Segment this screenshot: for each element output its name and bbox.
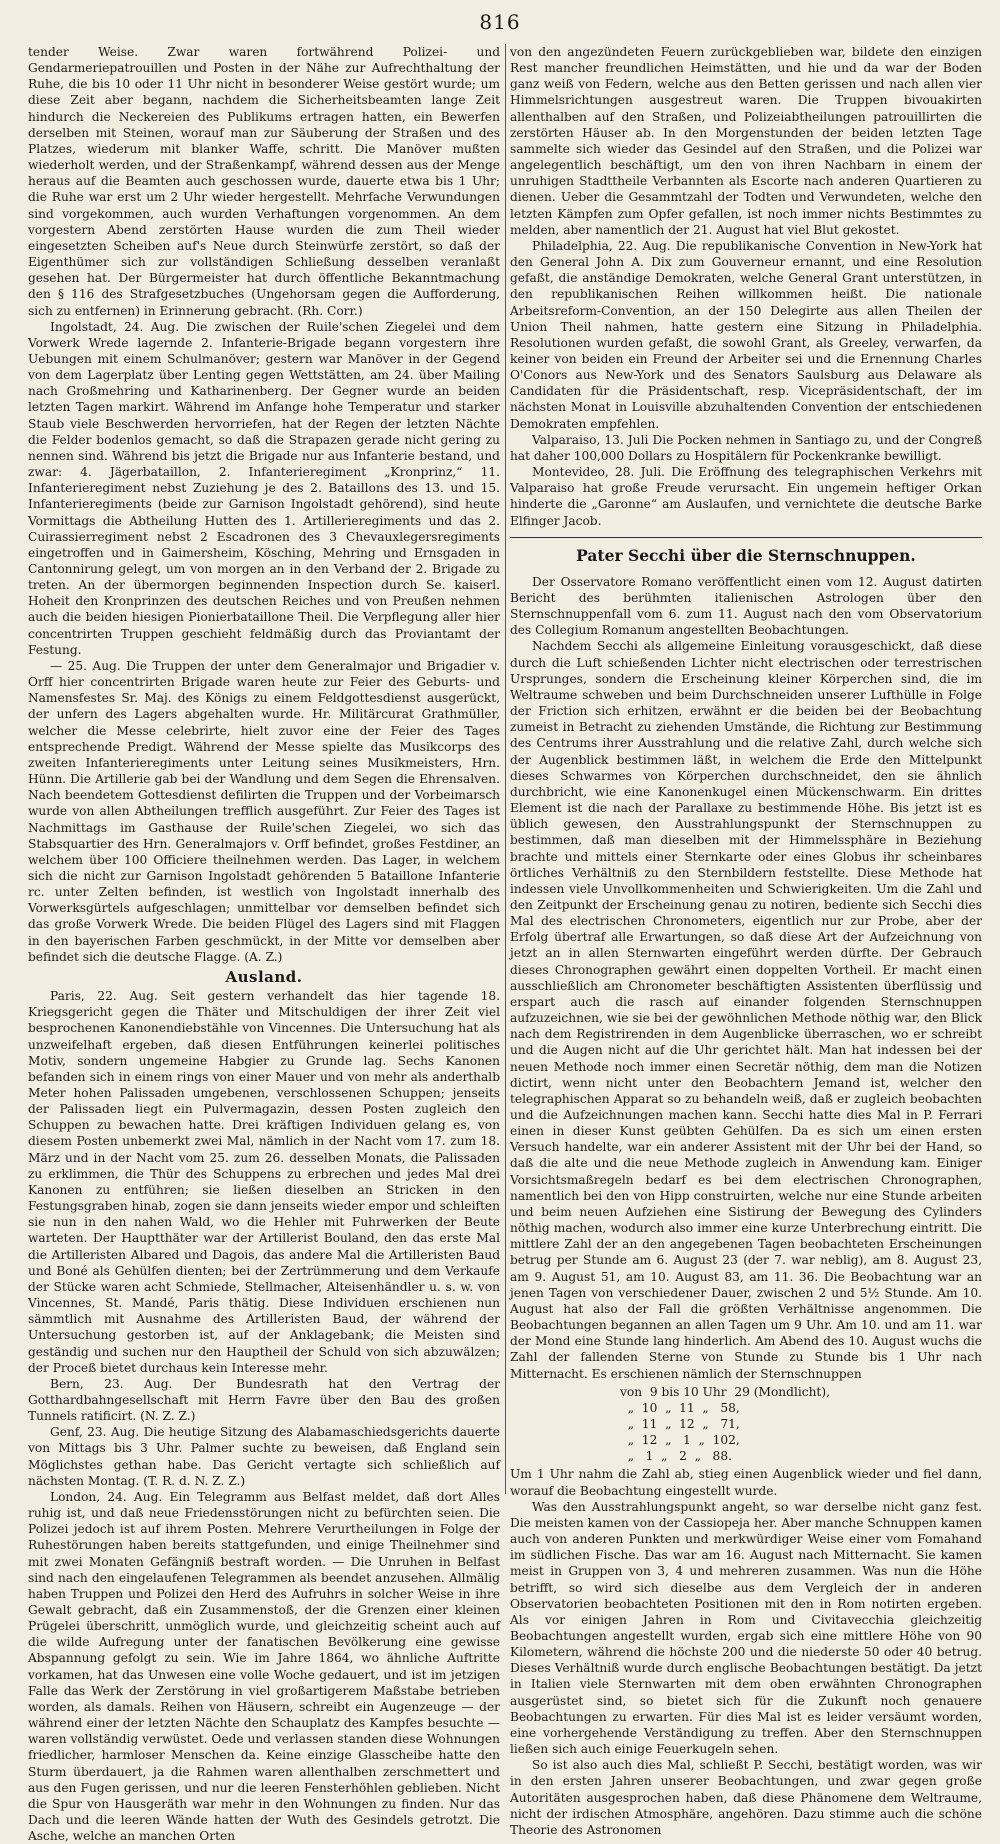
article-paragraph: London, 24. Aug. Ein Telegramm aus Belfast meldet, daß dort Alles ruhig ist, und daß neue Friedensstörungen nicht zu befürchten seien. Die Polizei jedoch ist auf ihrem Posten. Mehrere Verurtheilungen in Folge der Ruhestörungen haben bereits stattgefunden, und einige Theilnehmer sind mit zwei Monaten Gefängniß bestraft worden. — Die Unruhen in Belfast sind nach den eingelaufenen Telegrammen als beendet anzusehen. Allmälig haben Truppen und Polizei den Herd des Aufruhrs in solcher Weise in ihre Gewalt gebracht, daß ein Zusammenstoß, der die Grenzen einer kleinen Prügelei überschritt, unmöglich wurde, und gleichzeitig scheint auch auf die wilde Aufregung unter der fanatischen Bevölkerung eine gewisse Abspannung gefolgt zu sein. Wie im Jahre 1864, wo ähnliche Auftritte vorkamen, hat das Unwesen eine volle Woche gedauert, und ist im jetzigen Falle das Werk der Zerstörung in viel großartigerem Maßstabe betrieben worden, als damals. Reihen von Häusern, schreibt ein Augenzeuge — der während einer der letzten Nächte den Schauplatz des Kampfes besuchte — waren vollständig verwüstet. Oede und verlassen standen diese Wohnungen friedlicher, harmloser Menschen da. Keine einzige Glasscheibe hatte den Sturm überdauert, ja die Rahmen waren allenthalben zerschmettert und aus den Fugen gerissen, und nur die leeren Fensterhöhlen geblieben. Nicht die Spur von Hausgeräth war mehr in den Wohnungen zu finden. Nur das Dach und die leeren Wände hatten der Wuth des Gesindels getrotzt. Die Asche, welche an manchen Orten — [28, 1489, 500, 1844]
article-title: Pater Secchi über die Sternschnuppen. — [576, 545, 916, 565]
meteor-count-row: „ 11 „ 12 „ 71, — [620, 1416, 740, 1431]
article-paragraph: Valparaiso, 13. Juli Die Pocken nehmen in Santiago zu, und der Congreß hat daher 100,000 Dollars zu Hospitälern für Pockenkranke bewilligt. — [510, 432, 982, 463]
article-paragraph: Um 1 Uhr nahm die Zahl ab, stieg einen Augenblick wieder und fiel dann, worauf die Beobachtung eingestellt wurde. — [510, 1467, 982, 1498]
article-paragraph: tender Weise. Zwar waren fortwährend Polizei- und Gendarmeriepatrouillen und Posten in der Nähe zur Aufrechthaltung der Ruhe, die bis 10 oder 11 Uhr nicht in besonderer Weise gestört wurde; um diese Zeit aber begann, nachdem die Sicherheitsbeamten lange Zeit hindurch die Neckereien des Publikums ertragen hatten, ein Bewerfen derselben mit Steinen, worauf man zur Säuberung der Straßen und des Platzes, wiederum mit blanker Waffe, schritt. Die Manöver mußten wiederholt werden, und der Straßenkampf, während dessen aus der Menge heraus auf die Beamten auch geschossen wurde, dauerte etwa bis 1 Uhr; die Ruhe war erst um 2 Uhr wieder hergestellt. Mehrfache Verwundungen sind vorgekommen, auch wurden Verhaftungen vorgenommen. An dem vorgestern Abend zerstörten Hause wurden die zum Theil wieder eingesetzten Scheiben auf's Neue durch Steinwürfe zerstört, so daß der Eigenthümer sich zur vollständigen Schließung desselben veranlaßt gesehen hat. Der Bürgermeister hat durch öffentliche Bekanntmachung den § 116 des Strafgesetzbuches (Ungehorsam gegen die Aufforderung, sich zu entfernen) in Erinnerung gebracht. (Rh. Corr.) — [28, 45, 500, 318]
article-paragraph: von den angezündeten Feuern zurückgeblieben war, bildete den einzigen Rest mancher freundlichen Heimstätten, und hie und da war der Boden ganz weiß von Federn, welche aus den Betten gerissen und nach allen vier Himmelsrichtungen ausgestreut waren. Die Truppen bivouakirten allenthalben auf den Straßen, und Polizeiabtheilungen patrouillirten die zerstörten Häuser ab. In den Morgenstunden der beiden letzten Tage sammelte sich wieder das Gesindel auf den Straßen, und die Polizei war angelegentlich beschäftigt, um den von ihren Nachbarn in einem der unruhigen Stadttheile Verbannten als Escorte nach anderen Quartieren zu dienen. Ueber die Gesammtzahl der Todten und Verwundeten, welche den letzten Kämpfen zum Opfer gefallen, ist noch immer nichts Bestimmtes zu melden, aber namentlich der 21. August hat viel Blut gekostet. — [510, 45, 982, 237]
article-paragraph: So ist also auch dies Mal, schließt P. Secchi, bestätigt worden, was wir in den ersten Jahren unserer Beobachtungen, und zwar gegen große Autoritäten ausgesprochen haben, daß diese Phänomene dem Weltraume, nicht der irdischen Atmosphäre, angehören. Dazu stimme auch die schöne Theorie des Astronomen — [510, 1758, 982, 1837]
article-paragraph: Philadelphia, 22. Aug. Die republikanische Convention in New-York hat den General John A. Dix zum Gouverneur ernannt, und eine Resolution gefaßt, die anständige Demokraten, welche General Grant unterstützen, in den republikanischen Reihen willkommen heißt. Die nationale Arbeitsreform-Convention, an der 150 Delegirte aus allen Theilen der Union Theil nahmen, hatte gestern eine Sitzung in Philadelphia. Resolutionen wurden gefaßt, die sowohl Grant, als Greeley, verwarfen, da keiner von beiden ein Freund der Arbeiter sei und die Ernennung Charles O'Conors aus New-York und des Senators Saulsburg aus Delaware als Candidaten für die Präsidentschaft, resp. Vicepräsidentschaft, der im nächsten Monat in Louisville abzuhaltenden Convention der entschiedenen Demokraten empfehlen. — [510, 238, 982, 431]
horizontal-rule — [510, 537, 982, 538]
article-paragraph: — 25. Aug. Die Truppen der unter dem Generalmajor und Brigadier v. Orff hier concentrirten Brigade waren heute zur Feier des Geburts- und Namensfestes Sr. Maj. des Königs zu einem Feldgottesdienst ausgerückt, der unfern des Lagers abgehalten wurde. Hr. Militärcurat Grathmüller, welcher die Messe celebrirte, hielt zuvor eine der Feier des Tages entsprechende Predigt. Während der Messe spielte das Musikcorps des zweiten Infanterieregiments unter Leitung seines Musikmeisters, Hrn. Hünn. Die Artillerie gab bei der Wandlung und dem Segen die Ehrensalven. Nach beendetem Gottesdienst defilirten die Truppen und der Vorbeimarsch wurde von allen Abtheilungen trefflich ausgeführt. Zur Feier des Tages ist Nachmittags im Gasthause der Ruile'schen Ziegelei, wo sich das Stabsquartier des Hrn. Generalmajors v. Orff befindet, großes Festdiner, an welchem über 100 Officiere theilnehmen werden. Das Lager, in welchem sich die nicht zur Garnison Ingolstadt gehörenden 5 Bataillone Infanterie rc. unter Zelten befinden, ist westlich von Ingolstadt innerhalb des Vorwerksgürtels aufgeschlagen; unmittelbar vor demselben befindet sich das große Vorwerk Wrede. Die beiden Flügel des Lagers sind mit Flaggen in den bayerischen Farben geschmückt, in der Mitte vor demselben aber befindet sich die deutsche Flagge. (A. Z.) — [28, 658, 500, 964]
section-heading: Ausland. — [225, 967, 303, 986]
article-paragraph: Bern, 23. Aug. Der Bundesrath hat den Vertrag der Gotthardbahngesellschaft mit Herrn Favre über den Bau des großen Tunnels ratificirt. (N. Z. Z.) — [28, 1376, 500, 1424]
article-paragraph: Was den Ausstrahlungspunkt angeht, so war derselbe nicht ganz fest. Die meisten kamen von der Cassiopeja her. Aber manche Schnuppen kamen auch von anderen Punkten und merkwürdiger Weise einer vom Fomahand im südlichen Fische. Das war am 16. August nach Mitternacht. Sie kamen meist in Gruppen von 3, 4 und mehreren zusammen. Was nun die Höhe betrifft, so wird sich dieselbe aus dem Vergleich der in anderen Observatorien beobachteten Positionen mit den in Rom notirten ergeben. Als vor einigen Jahren in Rom und Civitavecchia gleichzeitig Beobachtungen angestellt wurden, ergab sich eine mittlere Höhe von 90 Kilometern, während die höchste 200 und die niederste 50 oder 40 betrug. Dieses Verhältniß wurde durch englische Beobachtungen bestätigt. Da jetzt in Italien viele Sternwarten mit dem oben erwähnten Chronographen ausgerüstet sind, so bietet sich für die Zukunft noch genauere Beobachtungen zu erwarten. Für dies Mal ist es leider versäumt worden, eine vorhergehende Verständigung zu treffen. Aber den Sternschnuppen ließen sich auch einige Feuerkugeln sehen. — [510, 1499, 982, 1757]
left-column — [28, 44, 500, 1844]
meteor-count-row: „ 12 „ 1 „ 102, — [620, 1433, 740, 1448]
meteor-count-row: „ 10 „ 11 „ 58, — [620, 1400, 740, 1415]
column-divider — [505, 44, 506, 1494]
meteor-count-row: von 9 bis 10 Uhr 29 (Mondlicht), — [620, 1384, 830, 1399]
meteor-count-row: „ 1 „ 2 „ 88. — [620, 1449, 732, 1464]
article-paragraph: Ingolstadt, 24. Aug. Die zwischen der Ruile'schen Ziegelei und dem Vorwerk Wrede lagernde 2. Infanterie-Brigade begann vorgestern ihre Uebungen mit einem Schulmanöver; gestern war Manöver in der Gegend von dem Lagerplatz über Lenting gegen Wettstätten, am 24. über Mailing nach Großmehring und Katharinenberg. Der Gegner wurde an beiden letzten Tagen markirt. Während im Anfange hohe Temperatur und starker Staub viele Beschwerden hervorriefen, hat der Regen der letzten Nächte die Felder bodenlos gemacht, so daß die Strapazen gerade nicht gering zu nennen sind. Während bis jetzt die Brigade nur aus Infanterie bestand, und zwar: 4. Jägerbataillon, 2. Infanterieregiment „Kronprinz,“ 11. Infanterieregiment nebst Zuziehung je des 2. Bataillons des 13. und 15. Infanterieregiments (beide zur Garnison Ingolstadt gehörend), sind heute Vormittags die Abtheilung Hutten des 1. Artillerieregiments und das 2. Cuirassierregiment nebst 2 Escadronen des 3 Chevauxlegersregiments eingetroffen und in Gaimersheim, Kösching, Mehring und Ernsgaden in Cantonnirung gelegt, um von morgen an in den Verband der 2. Brigade zu treten. An der übermorgen beginnenden Inspection durch Se. kaiserl. Hoheit den Kronprinzen des deutschen Reiches und von Preußen nehmen auch die beiden hiesigen Pionierbataillone Theil. Die Verpflegung aller hier concentrirten Truppen geschieht feldmäßig durch das Proviantamt der Festung. — [28, 319, 500, 657]
article-paragraph: Montevideo, 28. Juli. Die Eröffnung des telegraphischen Verkehrs mit Valparaiso hat große Freude verursacht. Ein ungemein heftiger Orkan hinderte die „Garonne“ am Auslaufen, und vernichtete die deutsche Barke Elfinger Jacob. — [510, 465, 982, 528]
meteor-count-table — [620, 1384, 982, 1465]
article-paragraph: Paris, 22. Aug. Seit gestern verhandelt das hier tagende 18. Kriegsgericht gegen die Thäter und Mitschuldigen der ihrer Zeit viel besprochenen Kanonendiebstähle von Vincennes. Die Untersuchung hat als unzweifelhaft ergeben, daß diesen Entführungen keinerlei politisches Motiv, sondern ungemeine Habgier zu Grunde lag. Sechs Kanonen befanden sich in einem rings von einer Mauer und von mehr als anderthalb Meter hohen Palissaden umgebenen, verschlossenen Schuppen; jenseits der Palissaden liegt ein Pulvermagazin, dessen Posten zugleich den Schuppen zu bewachen hatte. Drei kräftigen Individuen gelang es, von diesem Posten unbemerkt zwei Mal, nämlich in der Nacht vom 17. zum 18. März und in der Nacht vom 25. zum 26. desselben Monats, die Palissaden zu erklimmen, die Thür des Schuppens zu erbrechen und jedes Mal drei Kanonen zu entführen; sie ließen dieselben an Stricken in den Festungsgraben hinab, zogen sie dann jenseits wieder empor und schleiften sie nun in den nahen Wald, wo die Hehler mit Fuhrwerken der Beute warteten. Der Hauptthäter war der Artillerist Bouland, den das erste Mal die Artilleristen Albared und Dagois, das andere Mal die Artilleristen Baud und Boné als Gehülfen dienten; bei der Zertrümmerung und dem Verkaufe der Stücke waren acht Schmiede, Stellmacher, Alteisenhändler u. s. w. von Vincennes, St. Mandé, Paris thätig. Diese Individuen erschienen nun sämmtlich mit Ausnahme des Artilleristen Baud, der während der Untersuchung gestorben ist, auf der Anklagebank; die Meisten sind geständig und suchen nur den Hauptheil der Schuld von sich abzuwälzen; der Proceß bietet durchaus kein Interesse mehr. — [28, 989, 500, 1375]
article-paragraph: Der Osservatore Romano veröffentlicht einen vom 12. August datirten Bericht des berühmten italienischen Astrologen über den Sternschnuppenfall vom 6. zum 11. August nach den vom Observatorium des Collegium Romanum angestellten Beobachtungen. — [510, 574, 982, 638]
article-paragraph: Nachdem Secchi als allgemeine Einleitung vorausgeschickt, daß diese durch die Luft schießenden Lichter nicht electrischen oder terrestrischen Ursprunges, sondern die Erscheinung kleiner Körperchen sind, die im Weltraume schweben und beim Durchschneiden unserer Lufthülle in Folge der Friction sich erhitzen, erwähnt er die beiden bei der Beobachtung zumeist in Betracht zu ziehenden Umstände, die Richtung zur Bestimmung des Centrums ihrer Ausstrahlung und die relative Zahl, durch welche sich der Augenblick bestimmen läßt, in welchem die Erde den Mittelpunkt dieses Schwarmes von Körperchen durchschneidet, den sie ähnlich durchbricht, wie eine Kanonenkugel einen Mückenschwarm. Ein drittes Element ist die nach der Parallaxe zu bestimmende Höhe. Bis jetzt ist es üblich gewesen, den Ausstrahlungspunkt der Sternschnuppen zu bestimmen, daß man dieselben mit der Himmelssphäre in Beziehung brachte und mittels einer Sternkarte oder eines Globus ihr scheinbares örtliches Verhältniß zu den Sternbildern feststellte. Diese Methode hat indessen viele Unvollkommenheiten und Schwierigkeiten. Um die Zahl und den Zeitpunkt der Erscheinung genau zu notiren, bediente sich Secchi dies Mal des electrischen Chronometers, eigentlich nur zur Probe, aber der Erfolg übertraf alle Erwartungen, so daß diese Art der Aufzeichnung von jetzt an in allen Sternwarten eingeführt werden dürfte. Der Gebrauch dieses Chronographen gewährt einen doppelten Vortheil. Er macht einen ausschließlich am Chronometer beschäftigten Assistenten überflüssig und erspart auch die rasch auf einander folgenden Sternschnuppen aufzuzeichnen, wie sie bei der gewöhnlichen Methode nöthig war, den Blick nach dem Registrirenden in dem Augenblicke überraschen, wo er schreibt und die Augen nicht auf die Uhr gerichtet hält. Man hat indessen bei der neuen Methode noch immer einen Secretär nöthig, dem man die Notizen dictirt, wenn nicht unter den Beobachtern Jemand ist, welcher den telegraphischen Apparat so zu behandeln weiß, daß er zugleich beobachten und die Aufzeichnungen machen kann. Secchi hatte dies Mal in P. Ferrari einen in dieser Kunst geübten Gehülfen. Da es sich um einen ersten Versuch handelte, war ein anderer Assistent mit der Uhr bei der Hand, so daß die alte und die neue Methode zugleich in Anwendung kam. Einiger Vorsichtsmaßregeln bedarf es bei dem electrischen Chronographen, namentlich bei den von Hipp construirten, welche nur eine Stunde arbeiten und beim neuen Aufziehen eine Sistirung der Bewegung des Cylinders nöthig machen, wodurch also immer eine kurze Unterbrechung eintritt. Die mittlere Zahl der an den angegebenen Tagen beobachteten Erscheinungen betrug per Stunde am 6. August 23 (der 7. war neblig), am 8. August 23, am 9. August 51, am 10. August 83, am 11. 36. Die Beobachtung war an jenen Tagen von verschiedener Dauer, zwischen 2 und 5½ Stunde. Am 10. August hat also der Fall die größten Verhältnisse angenommen. Die Beobachtungen begannen an allen Tagen um 9 Uhr. Am 10. und am 11. war der Mond eine Stunde lang hinderlich. Am Abend des 10. August wuchs die Zahl der fallenden Sterne von Stunde zu Stunde bis 1 Uhr nach Mitternacht. Es erschienen nämlich der Sternschnuppen — [510, 639, 982, 1381]
page-number: 816 — [479, 10, 521, 34]
article-paragraph: Genf, 23. Aug. Die heutige Sitzung des Alabamaschiedsgerichts dauerte von Mittags bis 3 Uhr. Palmer suchte zu beweisen, daß England sein Möglichstes gethan habe. Das Gericht vertagte sich schließlich auf nächsten Montag. (T. R. d. N. Z. Z.) — [28, 1425, 500, 1488]
right-column — [510, 44, 982, 1837]
